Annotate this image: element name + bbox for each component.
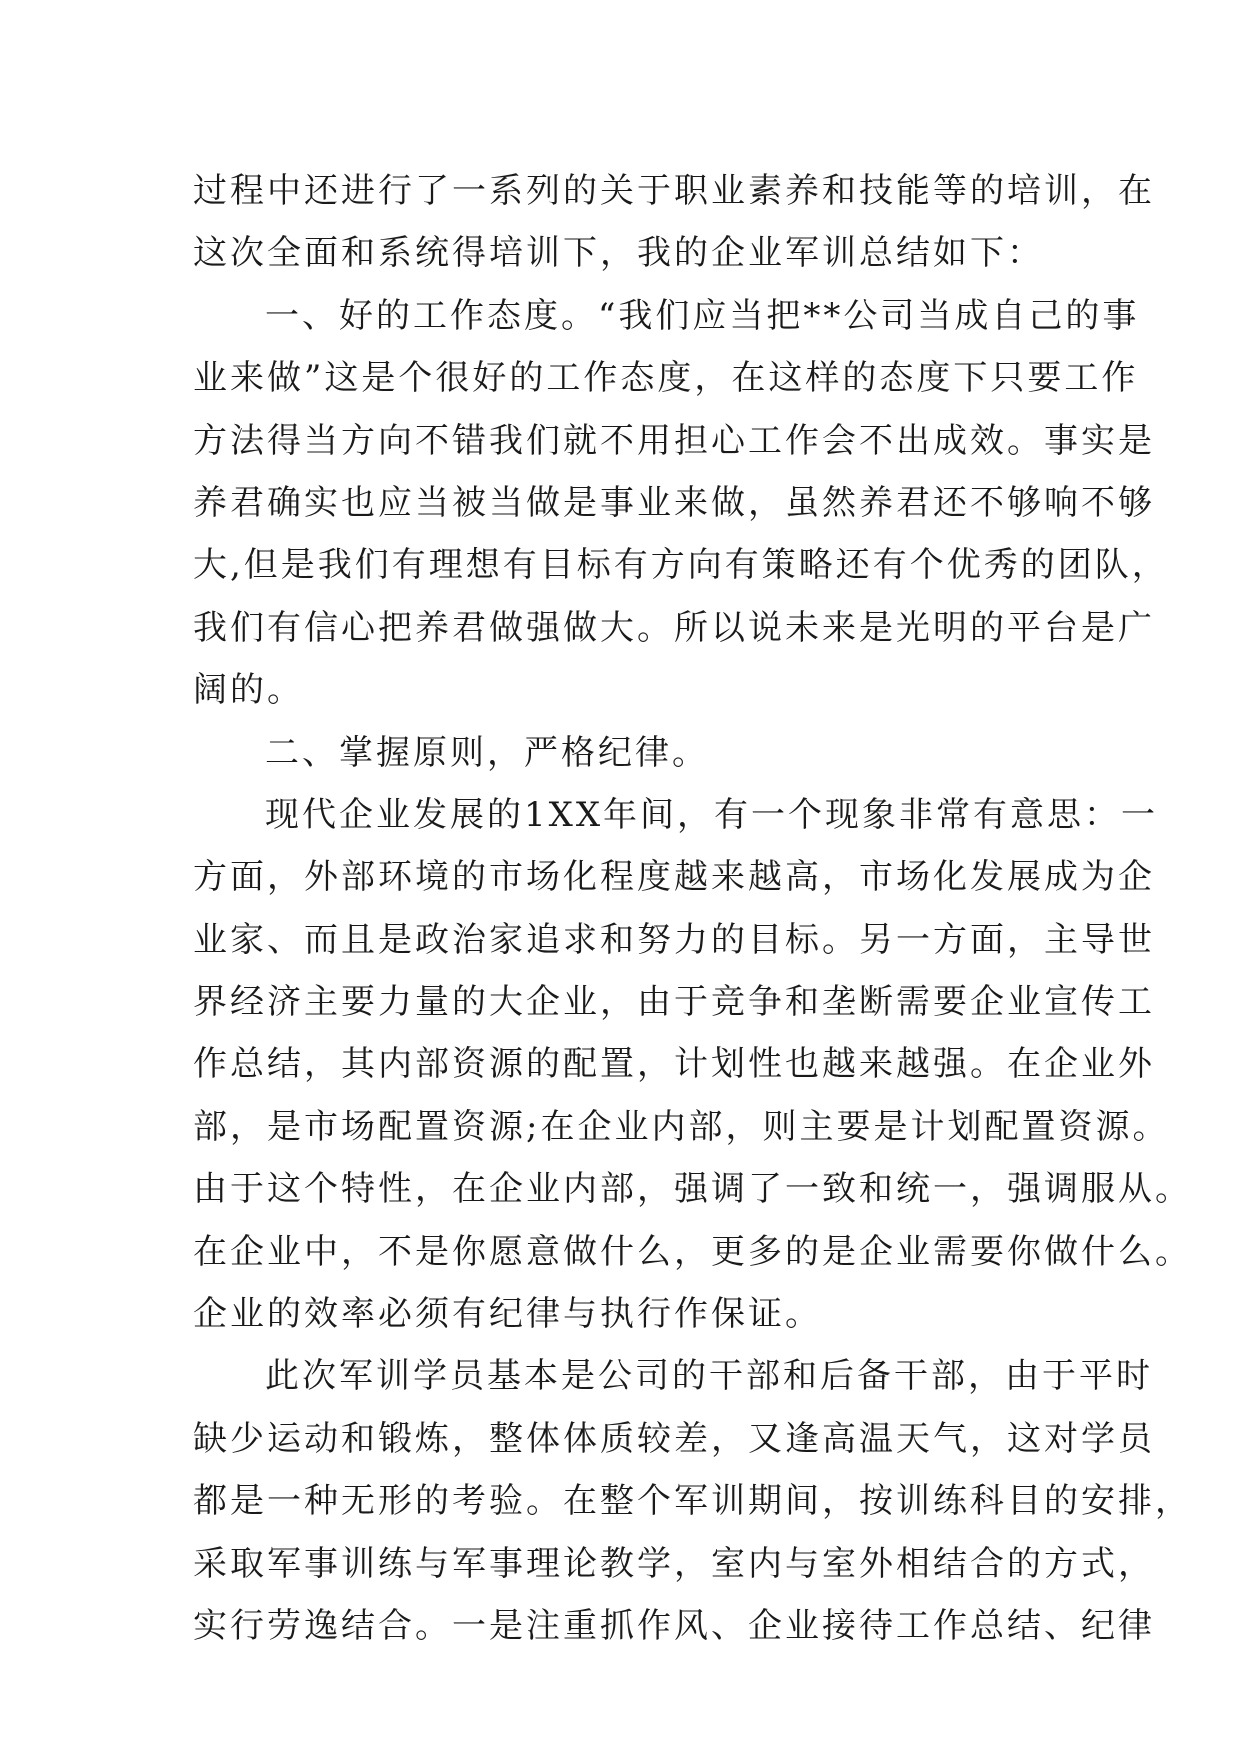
document-body bbox=[193, 160, 1192, 1657]
text-line: 业家、而且是政治家追求和努力的目标。另一方面，主导世 bbox=[193, 919, 1155, 960]
text-line: 企业的效率必须有纪律与执行作保证。 bbox=[193, 1294, 822, 1335]
text-line: 方法得当方向不错我们就不用担心工作会不出成效。事实是 bbox=[193, 420, 1155, 461]
text-line: 阔的。 bbox=[193, 670, 304, 711]
section-heading-1: 一、好的工作态度。“我们应当把**公司当成自己的事 bbox=[265, 295, 1140, 336]
paragraph-start: 现代企业发展的1XX年间，有一个现象非常有意思：一 bbox=[265, 794, 1159, 835]
text-line: 实行劳逸结合。一是注重抓作风、企业接待工作总结、纪律 bbox=[193, 1605, 1155, 1646]
paragraph-start: 此次军训学员基本是公司的干部和后备干部，由于平时 bbox=[265, 1356, 1153, 1397]
text-line: 都是一种无形的考验。在整个军训期间，按训练科目的安排， bbox=[193, 1481, 1192, 1522]
text-line: 作总结，其内部资源的配置，计划性也越来越强。在企业外 bbox=[193, 1044, 1155, 1085]
text-line: 我们有信心把养君做强做大。所以说未来是光明的平台是广 bbox=[193, 607, 1155, 648]
text-line: 界经济主要力量的大企业，由于竞争和垄断需要企业宣传工 bbox=[193, 982, 1155, 1023]
text-line: 业来做”这是个很好的工作态度，在这样的态度下只要工作 bbox=[193, 358, 1139, 399]
text-line: 方面，外部环境的市场化程度越来越高，市场化发展成为企 bbox=[193, 857, 1155, 898]
text-line: 部，是市场配置资源;在企业内部，则主要是计划配置资源。 bbox=[193, 1106, 1170, 1147]
text-line: 养君确实也应当被当做是事业来做，虽然养君还不够响不够 bbox=[193, 482, 1155, 523]
text-line: 大,但是我们有理想有目标有方向有策略还有个优秀的团队， bbox=[193, 545, 1169, 586]
text-line: 过程中还进行了一系列的关于职业素养和技能等的培训，在 bbox=[193, 171, 1155, 211]
text-line: 缺少运动和锻炼，整体体质较差，又逢高温天气，这对学员 bbox=[193, 1418, 1155, 1459]
section-heading-2: 二、掌握原则，严格纪律。 bbox=[265, 732, 709, 773]
text-line: 这次全面和系统得培训下，我的企业军训总结如下： bbox=[193, 233, 1044, 274]
text-line: 在企业中，不是你愿意做什么，更多的是企业需要你做什么。 bbox=[193, 1231, 1192, 1272]
text-line: 采取军事训练与军事理论教学，室内与室外相结合的方式， bbox=[193, 1543, 1155, 1584]
text-line: 由于这个特性，在企业内部，强调了一致和统一，强调服从。 bbox=[193, 1169, 1192, 1210]
